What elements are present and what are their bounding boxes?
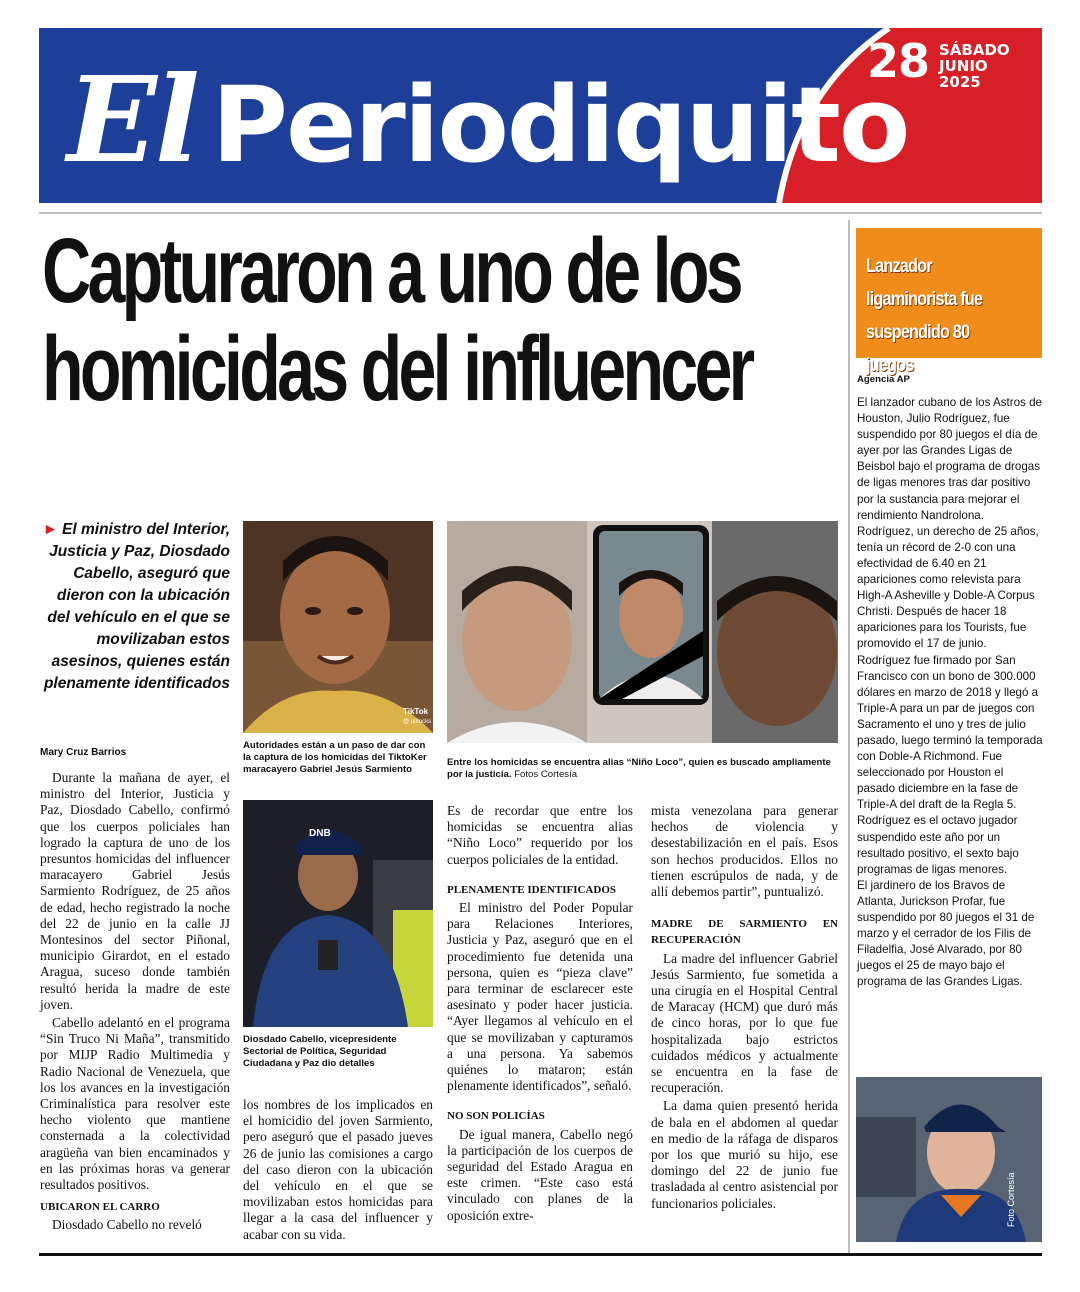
sidebar-headline: Lanzador ligaminorista fue suspendido 80 juegos bbox=[866, 256, 983, 376]
logo-el: El bbox=[67, 50, 198, 189]
story-deck bbox=[40, 519, 230, 695]
photo-suspects-collage[interactable] bbox=[447, 521, 838, 743]
newspaper-logo[interactable] bbox=[67, 50, 908, 189]
headline-line-2: homicidas del influencer bbox=[42, 318, 752, 420]
issue-month: JUNIO bbox=[939, 57, 988, 75]
photo-pitcher[interactable] bbox=[856, 1077, 1042, 1242]
tiktok-watermark: TikTok bbox=[403, 707, 429, 716]
story-column-4 bbox=[651, 803, 838, 1214]
issue-weekday-month-year bbox=[939, 42, 1010, 90]
photo-diosdado-cabello[interactable] bbox=[243, 800, 433, 1027]
subhead: NO SON POLICÍAS bbox=[447, 1110, 545, 1123]
bottom-rule bbox=[39, 1253, 1042, 1256]
sidebar-paragraph: El jardinero de los Bravos de Atlanta, Jurickson Profar, fue suspendido por 80 juegos el 31 de marzo y el cerrador de los Filis de Filadelfia, José Alvarado, por 80 juegos el 25 de mayo bajo el programa de las Grandes Ligas. bbox=[857, 878, 1035, 989]
issue-day: 28 bbox=[867, 34, 930, 88]
caption-photo-3-credit: Fotos Cortesía bbox=[514, 769, 578, 780]
story-column-1 bbox=[40, 770, 230, 1236]
logo-periodiquito: Periodiquito bbox=[211, 64, 909, 186]
masthead bbox=[39, 28, 1042, 203]
caption-photo-3-text: Entre los homicidas se encuentra alias “Niño Loco”, quien es buscado ampliamente por la justicia. bbox=[447, 757, 831, 780]
caption-photo-3 bbox=[447, 757, 838, 781]
cabello-portrait-icon bbox=[243, 800, 433, 1027]
paragraph: Diosdado Cabello no reveló bbox=[52, 1217, 202, 1233]
subhead: MADRE DE SARMIENTO EN RECUPERACIÓN bbox=[651, 918, 838, 947]
issue-weekday: SÁBADO bbox=[939, 41, 1010, 59]
suspects-collage-icon bbox=[447, 521, 838, 743]
sidebar-agency: Agencia AP bbox=[857, 374, 910, 385]
paragraph: los nombres de los implicados en el homicidio del joven Sarmiento, pero aseguró que el pasado jueves 26 de junio las comisiones a cargo del caso dieron con la ubicación del vehículo en el que se movilizaban estos homicidas para llegar a la casa del influencer y acabar con su vida. bbox=[243, 1097, 433, 1242]
sidebar-paragraph: Rodríguez es el octavo jugador suspendido este año por un resultado positivo, el sexto bajo programas de ligas menores. bbox=[857, 814, 1019, 876]
tiktok-user: @ unlocks bbox=[403, 719, 432, 725]
photo-influencer-selfie[interactable] bbox=[243, 521, 433, 733]
paragraph: Durante la mañana de ayer, el ministro del Interior, Justicia y Paz, Diosdado Cabello, confirmó que los cuerpos policiales han logrado la captura de uno de los presuntos homicidas del influencer maracayero Gabriel Jesús Sarmiento Rodríguez, de 25 años de edad, hecho registrado la noche del 22 de junio en la calle JJ Montesinos del sector Piñonal, municipio Girardot, en el estado Aragua, suceso donde también resultó herida la madre de este joven. bbox=[40, 770, 230, 1012]
sidebar-paragraph: El lanzador cubano de los Astros de Houston, Julio Rodríguez, fue suspendido por 80 juegos el día de ayer por las Grandes Ligas de Beisbol bajo el programa de drogas de ligas menores tras dar positivo por la sustancia para mejorar el rendimiento Nandrolona. bbox=[857, 396, 1042, 522]
main-headline[interactable] bbox=[42, 222, 849, 418]
deck-text: El ministro del Interior, Justicia y Paz, Diosdado Cabello, aseguró que dieron con la ubicación del vehículo en el que se movilizaban estos asesinos, quienes están plenamente identificados bbox=[43, 521, 230, 692]
sidebar-paragraph: Rodríguez fue firmado por San Francisco con un bono de 300.000 dólares en marzo de 2018 y llegó a Triple-A para un par de juegos con Sacramento el uno y tres de julio pasado, luego terminó la temporada con Doble-A Richmond. Fue seleccionado por Houston el pasado diciembre en la fase de Triple-A del draft de la Regla 5. bbox=[857, 653, 1043, 812]
sidebar-body bbox=[857, 395, 1043, 990]
sidebar-paragraph: Rodríguez, un derecho de 25 años, tenía un récord de 2-0 con una efectividad de 6.40 en 21 apariciones como relevista para High-A Asheville y Doble-A Corpus Christi. Después de hacer 18 apariciones para los Tourists, fue promovido el 17 de junio. bbox=[857, 524, 1039, 651]
paragraph: El ministro del Poder Popular para Relaciones Interiores, Justicia y Paz, aseguró que en el procedimiento fue detenida una persona, quien es “pieza clave” para terminar de esclarecer este asesinato y poder hacer justicia. “Ayer llegamos al vehículo en el que se movilizaban y capturamos a una persona. Ya sabemos quiénes lo mataron; están plenamente identificados”, señaló. bbox=[447, 900, 633, 1094]
triangle-arrow-icon: ► bbox=[42, 521, 59, 538]
paragraph: De igual manera, Cabello negó la participación de los cuerpos de seguridad del Estado Aragua en este crimen. “Este caso está vinculado con planes de la oposición extre- bbox=[447, 1126, 633, 1223]
paragraph: mista venezolana para generar hechos de violencia y desestabilización en el país. Esos son hechos producidos. Ellos no tienen escrúpulos de nada, y de allí debemos partir”, puntualizó. bbox=[651, 803, 838, 900]
cap-insignia: DNB bbox=[309, 828, 331, 839]
top-rule bbox=[39, 212, 1042, 214]
paragraph: Es de recordar que entre los homicidas se encuentra alias “Niño Loco” requerido por los cuerpos policiales de la entidad. bbox=[447, 803, 633, 867]
paragraph: La dama quien presentó herida de bala en el abdomen al quedar en medio de la ráfaga de disparos por los que murió su hijo, ese domingo del 22 de junio fue trasladada al centro asistencial por funcionarios policiales. bbox=[651, 1098, 838, 1211]
sidebar-headline-box[interactable] bbox=[856, 228, 1042, 376]
byline: Mary Cruz Barrios bbox=[40, 747, 127, 758]
sidebar-photo-credit: Foto Cortesía bbox=[1006, 1172, 1016, 1227]
story-column-3 bbox=[447, 803, 633, 1226]
issue-year: 2025 bbox=[939, 73, 981, 91]
caption-photo-1: Autoridades están a un paso de dar con la captura de los homicidas del TiktoKer maracayero Gabriel Jesús Sarmiento bbox=[243, 740, 427, 775]
headline-line-1: Capturaron a uno de los bbox=[42, 220, 740, 322]
paragraph: La madre del influencer Gabriel Jesús Sarmiento, fue sometida a una cirugía en el Hospital Central de Maracay (HCM) que duró más de cinco horas, por lo que fue hospitalizada bajo estrictos cuidados médicos y actualmente se encuentra en la fase de recuperación. bbox=[651, 950, 838, 1096]
subhead: PLENAMENTE IDENTIFICADOS bbox=[447, 883, 616, 896]
sidebar-divider bbox=[848, 220, 850, 1255]
caption-photo-2: Diosdado Cabello, vicepresidente Sectorial de Política, Seguridad Ciudadana y Paz dio detalles bbox=[243, 1034, 397, 1069]
story-column-2 bbox=[243, 1097, 433, 1245]
influencer-portrait-icon bbox=[243, 521, 433, 733]
paragraph: Cabello adelantó en el programa “Sin Truco Ni Maña”, transmitido por MIJP Radio Multimedia y Radio Nacional de Venezuela, que los los avances en la investigación Criminalística para resolver este hecho violento que mantiene consternada a la colectividad aragüeña van bien encaminados y en las próximas horas va generar resultados positivos. bbox=[40, 1015, 230, 1193]
subhead: UBICARON EL CARRO bbox=[40, 1201, 160, 1214]
